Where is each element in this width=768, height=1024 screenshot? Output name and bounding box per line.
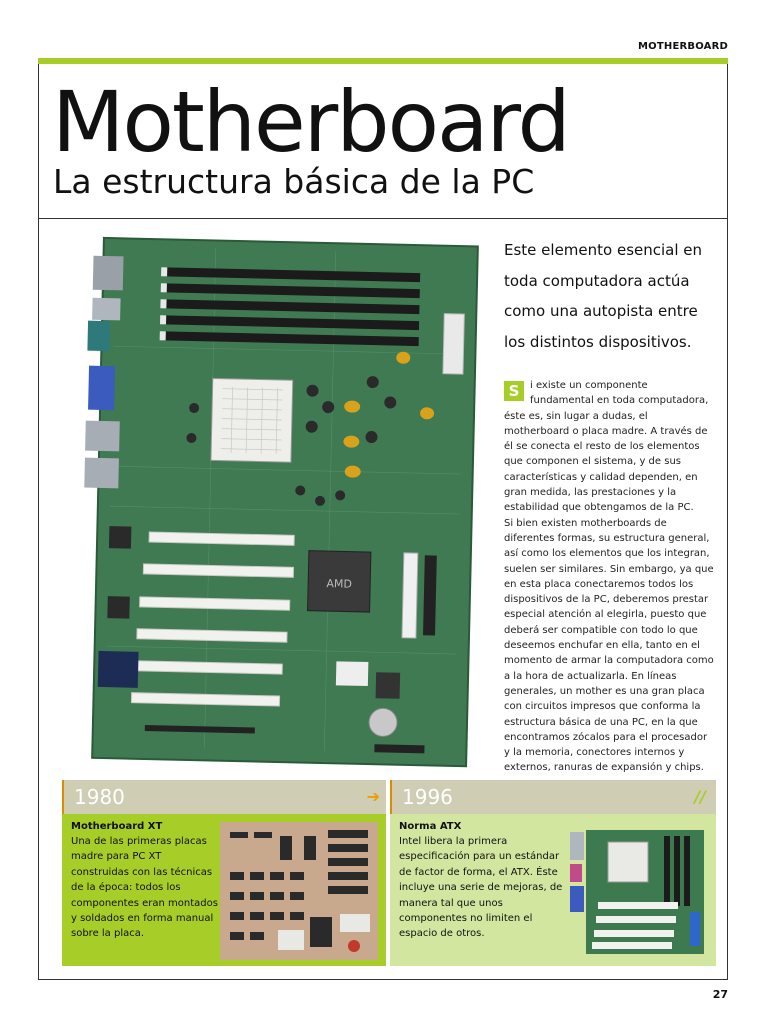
motherboard-photo: [70, 230, 490, 775]
atx-motherboard-photo: [568, 822, 708, 960]
xt-motherboard-photo: [220, 822, 378, 960]
section-tag: MOTHERBOARD: [638, 41, 728, 52]
timeline-header: [62, 780, 386, 814]
timeline-body: [62, 814, 386, 966]
timeline-title: Norma ATX: [399, 821, 462, 832]
page-number: 27: [712, 988, 728, 1001]
page-subtitle: La estructura básica de la PC: [53, 162, 535, 201]
timeline-body: [390, 814, 716, 966]
double-slash-icon: //: [694, 787, 706, 806]
title-divider: [38, 218, 728, 219]
timeline-text: Una de las primeras placas madre para PC XT construidas con las técnicas de la época: todos los componentes eran montados y soldados en forma manual sobre la placa.: [71, 836, 218, 940]
timeline-entry-1980: [62, 780, 386, 966]
page-title: Motherboard: [52, 73, 569, 171]
timeline-year: 1980: [74, 785, 125, 809]
lead-paragraph: Este elemento esencial en toda computadora actúa como una autopista entre los distintos dispositivos.: [504, 241, 703, 351]
timeline-year: 1996: [402, 785, 453, 809]
timeline-title: Motherboard XT: [71, 821, 163, 832]
timeline-text: Intel libera la primera especificación para un estándar de factor de forma, el ATX. Éste incluye una serie de mejoras, de manera tal que unos componentes no limiten el espacio de otros.: [399, 836, 563, 940]
arrow-right-icon: ➔: [366, 787, 380, 806]
timeline-header: [390, 780, 716, 814]
timeline-entry-1996: [390, 780, 716, 966]
body-paragraph-1: i existe un componente fundamental en toda computadora, éste es, sin lugar a dudas, el motherboard o placa madre. A través de él se conecta el resto de los elementos que componen el sistema, y de sus características y calidad dependen, en gran medida, las prestaciones y la estabilidad que obtengamos de la PC.: [504, 380, 709, 514]
chip-label: AMD: [326, 577, 353, 591]
drop-cap: S: [504, 381, 524, 401]
body-paragraph-2: Si bien existen motherboards de diferentes formas, su estructura general, así como los elementos que los integran, suelen ser similares. Sin embargo, ya que en esta placa conectaremos todos los dispositivos de la PC, deberemos prestar especial atención al elegirla, puesto que deberá ser compatible con todo lo que deseemos enchufar en ella, tanto en el momento de armar la computadora como a la hora de actualizarla. En líneas generales, un mother es una gran placa con circuitos impresos que conforma la estructura básica de una PC, en la que encontramos zócalos para el procesador y la memoria, conectores internos y externos, ranuras de expansión y chips.: [504, 517, 714, 774]
article-body: [504, 378, 714, 776]
